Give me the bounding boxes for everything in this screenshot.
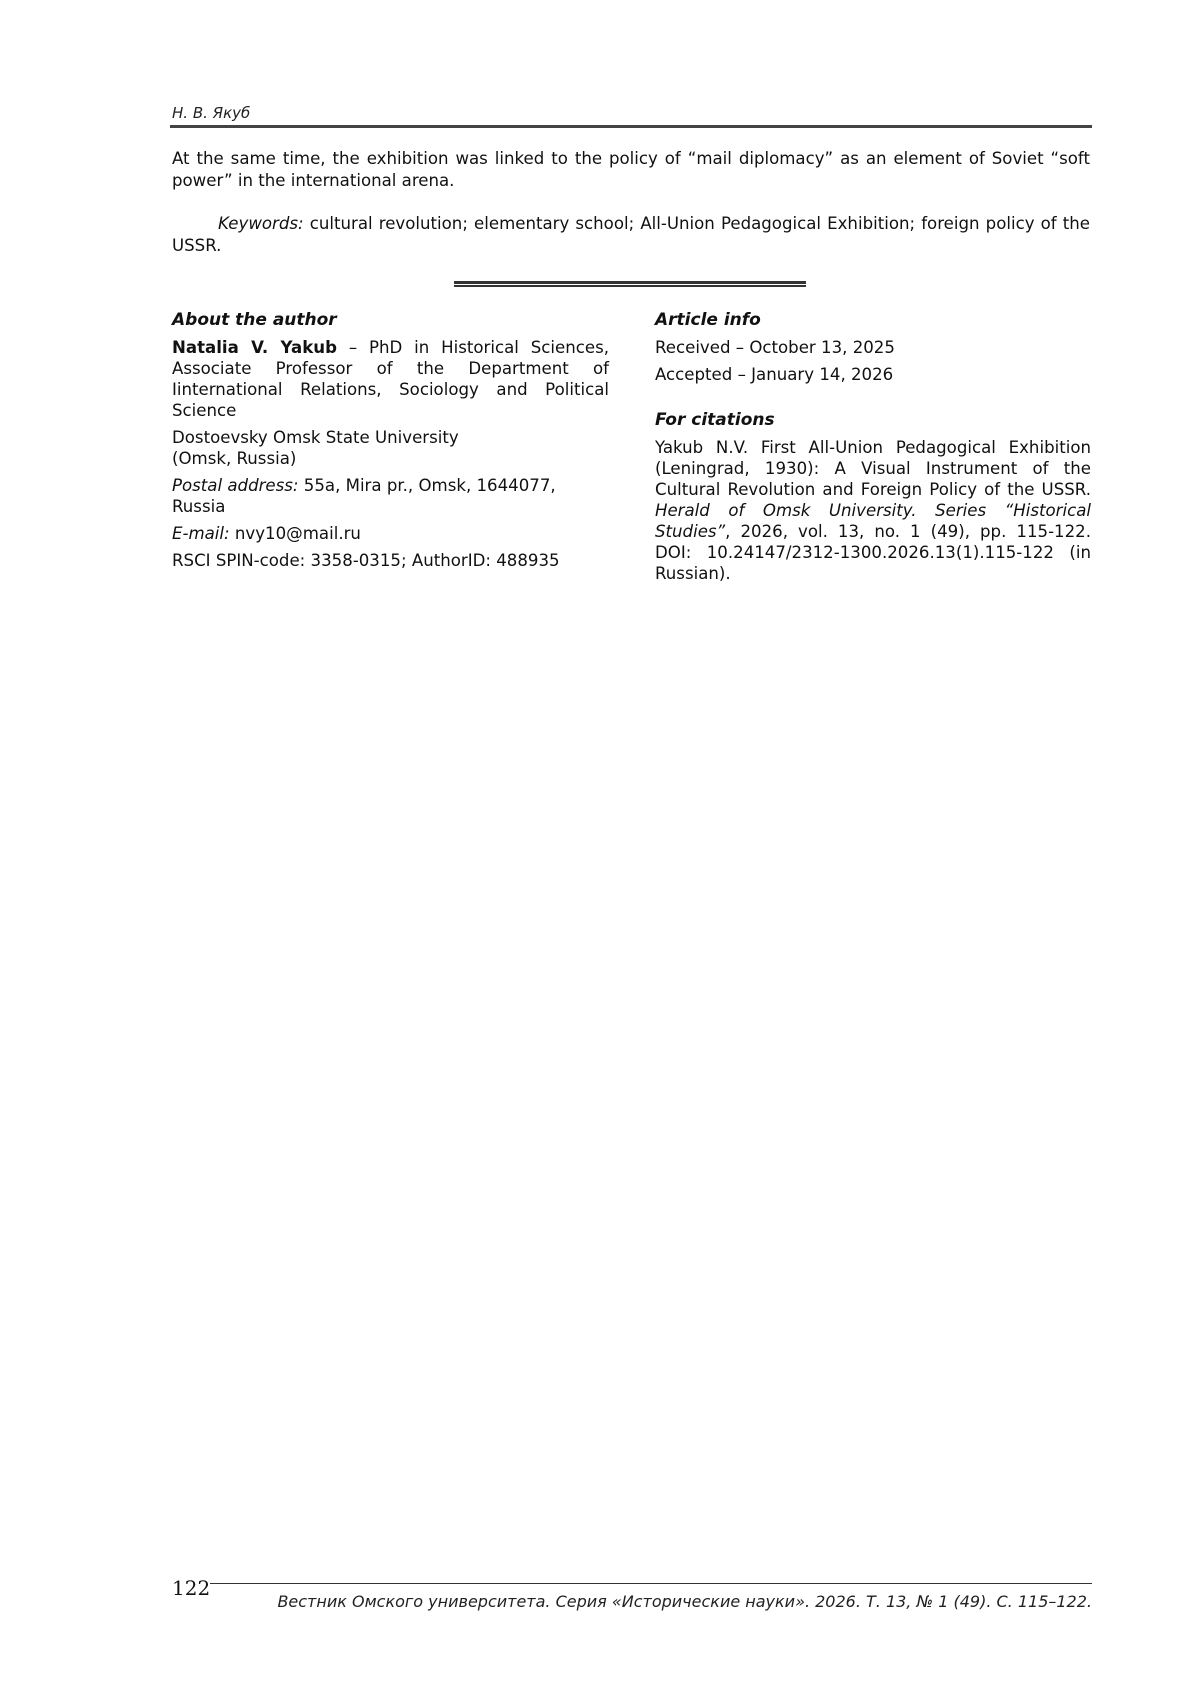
affiliation-line2: (Omsk, Russia) — [172, 449, 297, 468]
author-name: Natalia V. Yakub — [172, 338, 337, 357]
article-info-heading: Article info — [655, 310, 761, 330]
article-info-column — [655, 310, 1091, 590]
citations-heading: For citations — [655, 410, 775, 430]
page-number: 122 — [172, 1576, 211, 1600]
section-separator — [454, 281, 806, 287]
about-author-heading: About the author — [172, 310, 337, 330]
email-label: E-mail: — [172, 524, 230, 543]
keywords-paragraph — [172, 213, 1090, 257]
author-email — [172, 523, 609, 544]
accepted-date: Accepted – January 14, 2026 — [655, 365, 894, 384]
journal-footer: Вестник Омского университета. Серия «Исторические науки». 2026. Т. 13, № 1 (49). С. 115–122. — [277, 1592, 1092, 1611]
received-date: Received – October 13, 2025 — [655, 338, 895, 357]
citation-part1: Yakub N.V. First All-Union Pedagogical Exhibition (Leningrad, 1930): A Visual Instrument of the Cultural Revolution and Foreign Policy of the USSR. — [655, 438, 1091, 499]
rsci-ids: RSCI SPIN-code: 3358-0315; AuthorID: 488935 — [172, 551, 560, 570]
postal-address — [172, 475, 609, 517]
postal-label: Postal address: — [172, 476, 299, 495]
header-rule — [170, 125, 1092, 128]
spacer — [655, 391, 1091, 410]
affiliation-line1: Dostoevsky Omsk State University — [172, 428, 459, 447]
keywords-text: cultural revolution; elementary school; All-Union Pedagogical Exhibition; foreign policy of the USSR. — [172, 214, 1090, 255]
postal-value: 55a, Mira pr., Omsk, 1644077, Russia — [172, 476, 556, 516]
citation-part2: , 2026, vol. 13, no. 1 (49), pp. 115-122. DOI: 10.24147/2312-1300.2026.13(1).115-122 (in Russian). — [655, 522, 1091, 583]
keywords-label: Keywords: — [218, 214, 304, 233]
citation-text — [655, 437, 1091, 584]
citation-journal: Herald of Omsk University. Series “Historical Studies” — [655, 501, 1091, 541]
footer-rule — [210, 1583, 1092, 1584]
author-description: – PhD in Historical Sciences, Associate Professor of the Department of Iinternational Relations, Sociology and Political Science — [172, 338, 609, 420]
abstract-tail: At the same time, the exhibition was linked to the policy of “mail diplomacy” as an element of Soviet “soft power” in the international arena. — [172, 149, 1090, 190]
about-author-column — [172, 310, 609, 577]
running-head: Н. В. Якуб — [172, 104, 251, 122]
author-bio — [172, 337, 609, 421]
author-affiliation — [172, 427, 609, 469]
email-value: nvy10@mail.ru — [229, 524, 361, 543]
